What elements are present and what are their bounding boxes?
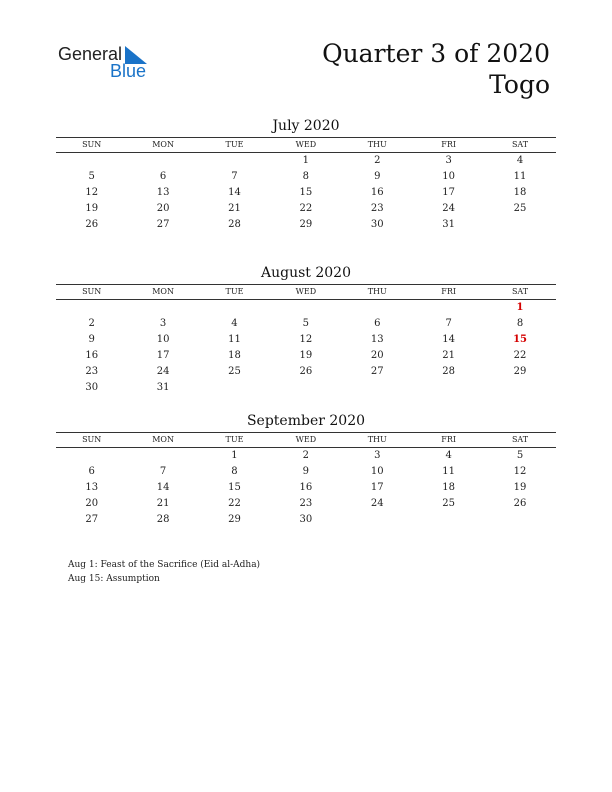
day-cell: 9 — [302, 466, 310, 477]
day-cell: 30 — [370, 219, 384, 230]
day-cell: 10 — [370, 466, 384, 477]
day-cell: 7 — [159, 466, 167, 477]
month-august — [56, 264, 556, 396]
day-cell: 17 — [370, 482, 384, 493]
day-cell: 26 — [85, 219, 99, 230]
day-cell: 22 — [513, 350, 527, 361]
holiday-note: Aug 15: Assumption — [68, 574, 160, 584]
day-cell: 13 — [156, 187, 170, 198]
day-cell: 31 — [442, 219, 456, 230]
empty-day-cell — [484, 217, 555, 233]
day-cell: 22 — [228, 498, 241, 509]
day-cell: 27 — [85, 514, 99, 525]
weekday-label: FRI — [441, 435, 457, 444]
day-cell: 4 — [231, 318, 238, 329]
day-cell: 17 — [442, 187, 456, 198]
empty-day-cell — [413, 512, 484, 528]
empty-day-cell — [56, 153, 127, 169]
empty-day-cell — [342, 300, 413, 316]
day-cell: 30 — [85, 382, 99, 393]
day-cell: 29 — [513, 366, 527, 377]
day-cell: 16 — [370, 187, 384, 198]
empty-day-cell — [342, 380, 413, 396]
weekday-label: MON — [152, 435, 174, 444]
empty-day-cell — [199, 153, 270, 169]
day-cell: 6 — [374, 318, 381, 329]
day-cell: 28 — [228, 219, 241, 230]
day-cell: 29 — [299, 219, 313, 230]
empty-day-cell — [484, 380, 555, 396]
day-cell: 20 — [156, 203, 170, 214]
day-cell: 3 — [374, 450, 381, 461]
day-cell: 16 — [299, 482, 313, 493]
empty-day-cell — [342, 512, 413, 528]
day-cell: 29 — [228, 514, 241, 525]
empty-day-cell — [270, 380, 341, 396]
day-cell: 23 — [299, 498, 313, 509]
day-cell: 3 — [445, 155, 452, 166]
day-cell: 14 — [442, 334, 456, 345]
day-cell: 13 — [370, 334, 384, 345]
weekday-label: THU — [367, 435, 387, 444]
day-cell: 8 — [516, 318, 524, 329]
weekday-label: SUN — [82, 287, 102, 296]
day-cell: 5 — [516, 450, 524, 461]
day-cell: 7 — [445, 318, 452, 329]
weekday-label: SAT — [511, 435, 529, 444]
day-cell: 18 — [228, 350, 241, 361]
day-cell: 26 — [513, 498, 527, 509]
brand-name-blue: Blue — [110, 61, 147, 81]
weekday-label: WED — [295, 435, 317, 444]
day-cell: 20 — [85, 498, 99, 509]
empty-day-cell — [199, 380, 270, 396]
day-cell: 10 — [442, 171, 456, 182]
month-september — [56, 412, 556, 528]
weekday-header — [56, 285, 556, 299]
weekday-label: FRI — [441, 140, 457, 149]
weekday-label: MON — [152, 287, 174, 296]
day-cell: 30 — [299, 514, 313, 525]
day-cell: 24 — [370, 498, 384, 509]
day-cell: 14 — [156, 482, 170, 493]
day-cell: 2 — [374, 155, 381, 166]
day-cell: 21 — [156, 498, 170, 509]
day-cell: 6 — [88, 466, 95, 477]
empty-day-cell — [199, 300, 270, 316]
day-cell: 20 — [370, 350, 384, 361]
day-cell: 3 — [159, 318, 167, 329]
day-cell: 13 — [85, 482, 99, 493]
day-cell: 21 — [228, 203, 241, 214]
day-cell: 31 — [156, 382, 170, 393]
day-cell: 12 — [299, 334, 313, 345]
weekday-header — [56, 433, 556, 447]
day-cell: 16 — [85, 350, 99, 361]
day-cell: 15 — [228, 482, 241, 493]
weekday-label: TUE — [225, 140, 244, 149]
holiday-day-cell: 15 — [513, 334, 527, 345]
weekday-label: SUN — [82, 140, 102, 149]
day-cell: 23 — [85, 366, 99, 377]
day-cell: 7 — [231, 171, 238, 182]
day-cell: 8 — [302, 171, 310, 182]
day-cell: 12 — [513, 466, 527, 477]
day-cell: 15 — [299, 187, 313, 198]
holiday-note: Aug 1: Feast of the Sacrifice (Eid al-Adha) — [68, 560, 261, 570]
weekday-label: SAT — [511, 287, 529, 296]
day-cell: 27 — [156, 219, 170, 230]
month-title: August 2020 — [261, 265, 351, 281]
day-cell: 9 — [374, 171, 381, 182]
empty-day-cell — [270, 300, 341, 316]
month-title: July 2020 — [272, 118, 340, 134]
day-cell: 12 — [85, 187, 99, 198]
country-title: Togo — [489, 70, 550, 99]
empty-day-cell — [413, 300, 484, 316]
empty-day-cell — [484, 512, 555, 528]
day-cell: 24 — [156, 366, 170, 377]
empty-day-cell — [56, 448, 127, 464]
day-grid — [56, 153, 556, 233]
day-grid — [56, 448, 556, 528]
day-cell: 18 — [513, 187, 527, 198]
day-cell: 19 — [299, 350, 313, 361]
weekday-label: SUN — [82, 435, 102, 444]
weekday-label: FRI — [441, 287, 457, 296]
month-title: September 2020 — [246, 413, 366, 429]
day-cell: 2 — [88, 318, 95, 329]
day-cell: 10 — [156, 334, 170, 345]
page-title — [322, 38, 550, 100]
empty-day-cell — [127, 153, 198, 169]
day-cell: 28 — [442, 366, 456, 377]
weekday-label: SAT — [511, 140, 529, 149]
day-cell: 9 — [88, 334, 95, 345]
day-cell: 2 — [302, 450, 310, 461]
day-cell: 8 — [231, 466, 238, 477]
day-cell: 5 — [88, 171, 95, 182]
weekday-label: THU — [367, 140, 387, 149]
day-cell: 11 — [442, 466, 456, 477]
day-cell: 25 — [442, 498, 456, 509]
brand-name-general: General — [58, 44, 123, 64]
brand-logo — [58, 44, 178, 84]
day-grid — [56, 300, 556, 396]
day-cell: 25 — [228, 366, 241, 377]
day-cell: 23 — [370, 203, 384, 214]
day-cell: 1 — [302, 155, 310, 166]
day-cell: 5 — [302, 318, 310, 329]
quarter-title: Quarter 3 of 2020 — [322, 39, 550, 68]
day-cell: 28 — [156, 514, 170, 525]
weekday-label: TUE — [225, 435, 244, 444]
day-cell: 24 — [442, 203, 456, 214]
day-cell: 25 — [513, 203, 527, 214]
empty-day-cell — [413, 380, 484, 396]
day-cell: 22 — [299, 203, 313, 214]
day-cell: 21 — [442, 350, 456, 361]
day-cell: 11 — [228, 334, 241, 345]
weekday-label: WED — [295, 140, 317, 149]
weekday-label: TUE — [225, 287, 244, 296]
weekday-label: WED — [295, 287, 317, 296]
day-cell: 19 — [513, 482, 527, 493]
month-july — [56, 117, 556, 233]
weekday-label: THU — [367, 287, 387, 296]
day-cell: 17 — [156, 350, 170, 361]
day-cell: 4 — [445, 450, 452, 461]
day-cell: 4 — [516, 155, 524, 166]
day-cell: 11 — [513, 171, 527, 182]
empty-day-cell — [127, 300, 198, 316]
day-cell: 6 — [159, 171, 167, 182]
day-cell: 14 — [228, 187, 241, 198]
weekday-header — [56, 138, 556, 152]
empty-day-cell — [56, 300, 127, 316]
holiday-day-cell: 1 — [516, 302, 524, 313]
empty-day-cell — [127, 448, 198, 464]
day-cell: 27 — [370, 366, 384, 377]
holiday-notes — [68, 558, 260, 586]
weekday-label: MON — [152, 140, 174, 149]
day-cell: 18 — [442, 482, 456, 493]
day-cell: 1 — [231, 450, 238, 461]
day-cell: 26 — [299, 366, 313, 377]
day-cell: 19 — [85, 203, 99, 214]
